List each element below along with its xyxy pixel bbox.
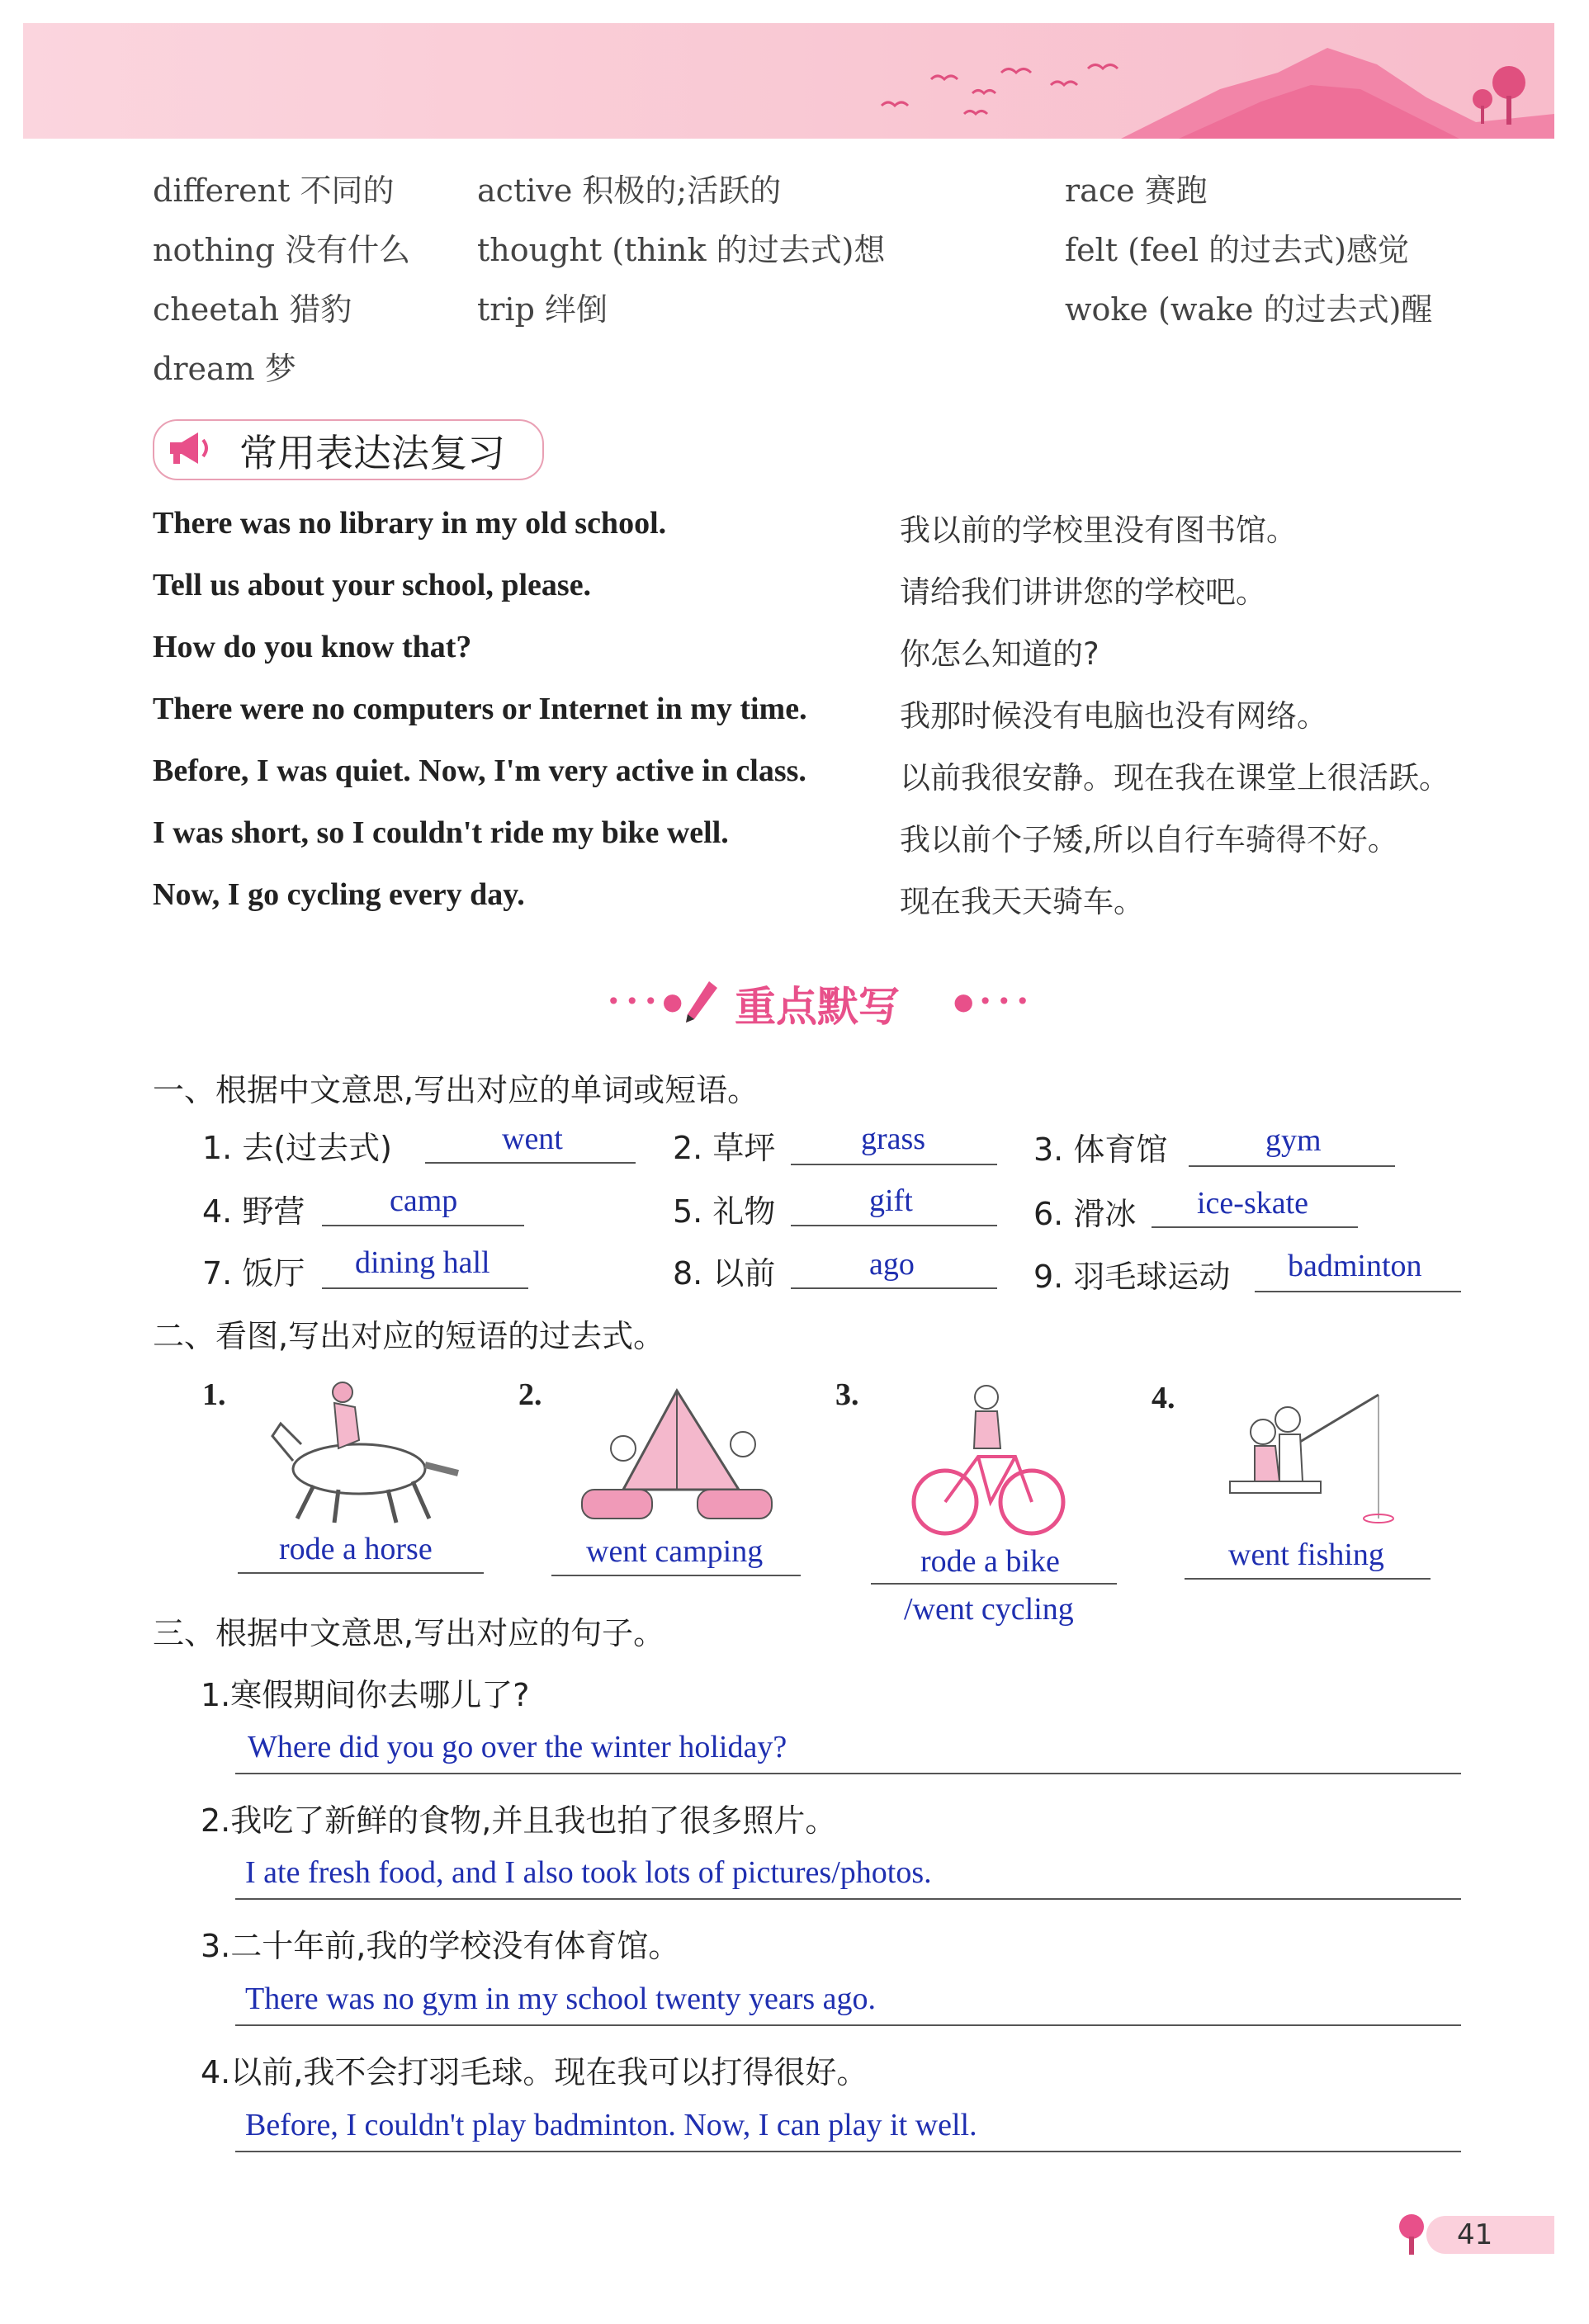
answer-text: went fishing bbox=[1228, 1538, 1384, 1572]
title-dots-left: •••● bbox=[607, 988, 688, 1015]
part1-item: 4. 野营 bbox=[202, 1193, 305, 1230]
vocab-item: race 赛跑 bbox=[1065, 172, 1208, 209]
answer-line bbox=[871, 1583, 1117, 1585]
answer-sentence: I ate fresh food, and I also took lots of pictures/photos. bbox=[245, 1855, 932, 1890]
picture-number: 1. bbox=[202, 1377, 226, 1412]
part1-heading: 一、根据中文意思,写出对应的单词或短语。 bbox=[153, 1072, 759, 1108]
expression-en: Tell us about your school, please. bbox=[153, 568, 592, 602]
header-banner bbox=[23, 23, 1554, 139]
answer-line bbox=[791, 1225, 997, 1226]
answer-line bbox=[322, 1225, 524, 1226]
answer-sentence: Where did you go over the winter holiday? bbox=[248, 1730, 787, 1764]
fishing-illustration bbox=[1222, 1386, 1395, 1535]
expression-en: How do you know that? bbox=[153, 630, 472, 664]
answer-text: camp bbox=[390, 1183, 458, 1218]
answer-text: went bbox=[502, 1122, 563, 1156]
expression-cn: 我那时候没有电脑也没有网络。 bbox=[900, 698, 1327, 734]
picture-number: 4. bbox=[1152, 1381, 1175, 1415]
answer-line bbox=[235, 1773, 1461, 1774]
answer-text: gift bbox=[869, 1183, 913, 1218]
expression-cn: 现在我天天骑车。 bbox=[900, 884, 1144, 919]
answer-line bbox=[235, 1898, 1461, 1900]
bicycle-illustration bbox=[908, 1382, 1073, 1539]
part1-item: 2. 草坪 bbox=[673, 1130, 776, 1166]
vocab-item: cheetah 猎豹 bbox=[153, 291, 352, 328]
expression-en: There was no library in my old school. bbox=[153, 506, 667, 541]
expression-cn: 请给我们讲讲您的学校吧。 bbox=[900, 574, 1266, 610]
answer-text: ago bbox=[869, 1247, 915, 1282]
answer-text: rode a bike bbox=[920, 1544, 1060, 1579]
answer-text: badminton bbox=[1288, 1249, 1422, 1283]
expression-en: I was short, so I couldn't ride my bike well. bbox=[153, 815, 729, 850]
answer-line bbox=[1255, 1291, 1461, 1292]
expression-cn: 我以前个子矮,所以自行车骑得不好。 bbox=[900, 822, 1398, 857]
answer-line bbox=[791, 1287, 997, 1289]
answer-text: rode a horse bbox=[279, 1532, 433, 1566]
camping-illustration bbox=[574, 1374, 780, 1531]
expression-en: Now, I go cycling every day. bbox=[153, 877, 525, 912]
answer-line bbox=[1152, 1226, 1358, 1228]
answer-sentence: There was no gym in my school twenty years ago. bbox=[245, 1982, 877, 2016]
expression-cn: 我以前的学校里没有图书馆。 bbox=[900, 513, 1297, 548]
answer-line bbox=[322, 1287, 528, 1289]
expression-cn: 你怎么知道的? bbox=[900, 636, 1100, 672]
part1-item: 7. 饭厅 bbox=[202, 1255, 305, 1292]
mountain-birds-decoration bbox=[23, 23, 1554, 139]
answer-text: gym bbox=[1265, 1123, 1322, 1158]
part1-item: 8. 以前 bbox=[673, 1255, 776, 1292]
answer-text: grass bbox=[861, 1122, 926, 1156]
part1-item: 5. 礼物 bbox=[673, 1193, 776, 1230]
answer-line bbox=[235, 2151, 1461, 2152]
title-dots-right: ●••• bbox=[953, 988, 1034, 1015]
answer-line bbox=[791, 1164, 997, 1165]
picture-number: 2. bbox=[518, 1377, 542, 1412]
vocab-item: dream 梦 bbox=[153, 351, 296, 387]
part3-item: 1.寒假期间你去哪儿了? bbox=[201, 1677, 530, 1713]
part3-heading: 三、根据中文意思,写出对应的句子。 bbox=[153, 1615, 665, 1651]
part3-item: 3.二十年前,我的学校没有体育馆。 bbox=[201, 1928, 680, 1964]
picture-number: 3. bbox=[835, 1377, 859, 1412]
vocab-item: active 积极的;活跃的 bbox=[477, 172, 782, 209]
horse-rider-illustration bbox=[256, 1374, 462, 1531]
answer-sentence: Before, I couldn't play badminton. Now, I can play it well. bbox=[245, 2108, 977, 2142]
answer-line bbox=[551, 1575, 801, 1576]
answer-text-alt: /went cycling bbox=[904, 1592, 1074, 1627]
answer-text: went camping bbox=[586, 1534, 764, 1569]
expression-en: There were no computers or Internet in my time. bbox=[153, 692, 807, 726]
part2-heading: 二、看图,写出对应的短语的过去式。 bbox=[153, 1318, 665, 1354]
answer-text: dining hall bbox=[355, 1245, 490, 1280]
megaphone-icon bbox=[163, 427, 213, 469]
dictation-title: 重点默写 bbox=[735, 983, 900, 1031]
part3-item: 2.我吃了新鲜的食物,并且我也拍了很多照片。 bbox=[201, 1802, 837, 1839]
part1-item: 3. 体育馆 bbox=[1033, 1131, 1168, 1168]
expression-cn: 以前我很安静。现在我在课堂上很活跃。 bbox=[900, 760, 1449, 796]
answer-line bbox=[235, 2024, 1461, 2026]
part1-item: 9. 羽毛球运动 bbox=[1033, 1259, 1231, 1295]
answer-text: ice-skate bbox=[1197, 1186, 1309, 1221]
vocab-item: nothing 没有什么 bbox=[153, 232, 411, 268]
answer-line bbox=[238, 1572, 484, 1574]
vocab-item: thought (think 的过去式)想 bbox=[477, 232, 886, 268]
vocab-item: felt (feel 的过去式)感觉 bbox=[1065, 232, 1410, 268]
part1-item: 6. 滑冰 bbox=[1033, 1196, 1137, 1232]
expression-en: Before, I was quiet. Now, I'm very active in class. bbox=[153, 753, 806, 788]
part1-item: 1. 去(过去式) bbox=[202, 1130, 393, 1166]
vocab-item: different 不同的 bbox=[153, 172, 395, 209]
page-number: 41 bbox=[1457, 2218, 1493, 2251]
vocab-item: woke (wake 的过去式)醒 bbox=[1065, 291, 1433, 328]
answer-line bbox=[425, 1162, 636, 1164]
answer-line bbox=[1189, 1165, 1395, 1167]
expressions-title: 常用表达法复习 bbox=[239, 431, 505, 475]
tree-icon bbox=[1395, 2212, 1428, 2257]
pencil-icon bbox=[681, 978, 722, 1027]
vocab-item: trip 绊倒 bbox=[477, 291, 608, 328]
answer-line bbox=[1185, 1578, 1431, 1580]
part3-item: 4.以前,我不会打羽毛球。现在我可以打得很好。 bbox=[201, 2054, 868, 2090]
